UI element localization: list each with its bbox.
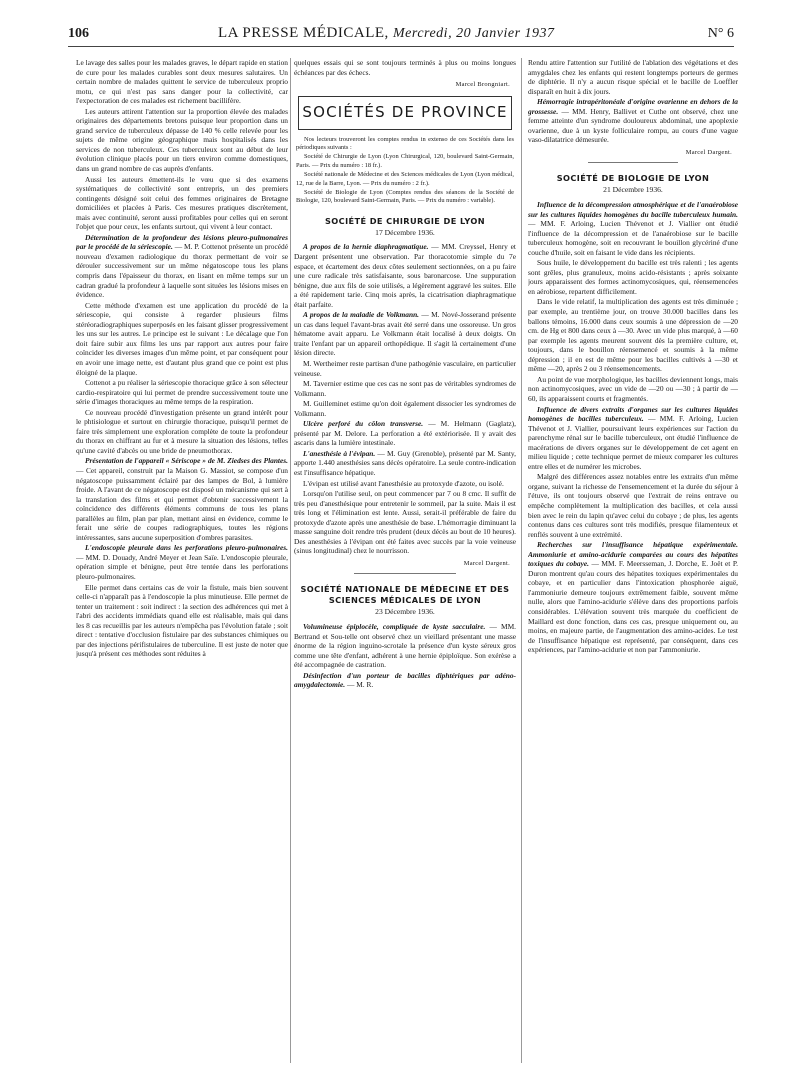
abstract-paragraph (528, 540, 738, 655)
society-heading: SOCIÉTÉ DE CHIRURGIE DE LYON (325, 215, 485, 226)
abstract-title: Désinfection d'un porteur de bacilles diphtériques par adéno-amygdalectomie. (294, 670, 516, 690)
signature: Marcel Dargent. (463, 559, 510, 567)
abstract-paragraph (294, 310, 516, 358)
paragraph: Sous huile, le développement du bacille est très ralenti ; les agents sont grêles, plus granuleux, moins acido-résistants ; après soixante jours apparaissent des formes actinomycosiques, qui, réensemencées en aérobiose, repartent difficilement. (528, 258, 738, 296)
abstract-body: — M. R. (345, 680, 374, 690)
abstract-body: — MM. Henry, Ballivet et Cuthe ont observé, chez une femme atteinte d'un syndrome douloureux abdominal, une apoplexie ovarienne, due à un kyste folliculaire rompu, au cours d'une vague vaso-dilatatrice démesurée. (528, 106, 738, 145)
signature: Marcel Brongniart. (455, 81, 510, 89)
abstract-paragraph (76, 543, 288, 581)
abstract-body: — MM. F. Arloing, Lucien Thévenot et J. Viallier, poursuivant leurs expériences sur l'action du parenchyme rénal sur le bacille tuberculeux, ont étudié l'influence de macérations de divers organes sur le développement de cet agent en milieu liquide ; cette technique permet de mieux comparer les cultures entre elles et de numérer les microbes. (528, 414, 738, 471)
abstract-paragraph (528, 200, 738, 257)
column-rule (521, 58, 522, 1063)
society-heading: SOCIÉTÉ DE BIOLOGIE DE LYON (556, 173, 710, 184)
journal-name: LA PRESSE MÉDICALE, (218, 25, 389, 41)
paragraph: Aussi les auteurs émettent-ils le vœu que si des examens systématiques de collectivité sont entrepris, un des premiers contingents désigné soit celui des femmes originaires de Bretagne domiciliées et placées à Paris. Ces mesures pratiques discrètement, mais avec continuité, seront aussi profitables pour celles qui en seront l'objet que pour ceux, les enfants surtout, qui vivent à leur contact. (76, 174, 288, 232)
abstract-title: L'anesthésie à l'évipan. (303, 448, 376, 458)
column-left (76, 58, 288, 1068)
abstract-body: — M. Nové-Josserand présente un cas dans lequel l'avant-bras avait été serré dans une ossoreuse. Un gros hématome avait apparu. Le Volkmann était localisé à deux doigts. On traite l'enfant par un appareil orthopédique. Il s'agit là certainement d'une lésion directe. (294, 310, 516, 358)
abstract-body: — M. P. Cottenot présente un procédé nouveau d'examen radiologique du thorax permettant de voir se dérouler successivement sur un même négatoscope tous les plans compris dans l'épaisseur du thorax, en lisant en même temps sur un cadran gradué la profondeur à laquelle sont situées les lésions mises en évidence. (76, 242, 288, 300)
abstract-title: A propos de la maladie de Volkmann. (303, 310, 420, 320)
abstract-body: — MM. D. Douady, André Meyer et Jean Saïe. L'endoscopie pleurale, opération simple et bénigne, peut être tentée dans les perforations pleuro-pulmonaires. (76, 552, 288, 581)
abstract-paragraph (294, 622, 516, 670)
abstract-title: Volumineuse épiplocèle, compliquée de kyste sacculaire. (303, 622, 486, 632)
paragraph: Dans le vide relatif, la multiplication des agents est très diminuée ; par exemple, au trentième jour, on trouve 30.000 bacilles dans les ballons témoins, 16.000 dans ceux soumis à une dépression de —20 cm. de Hg et 800 dans ceux à —30. Avec un vide plus marqué, à —60 par exemple les agents meurent souvent dès la première culture, et, toujours, dans le bouillon réensemencé et soumis à la même dépression ; il en est de même pour les bacilles cultivés à —30 et même —20, après 2 ou 3 réensemencements. (528, 297, 738, 374)
section-divider (354, 573, 456, 574)
abstract-paragraph (528, 405, 738, 472)
session-date: 21 Décembre 1936. (603, 185, 663, 195)
abstract-paragraph (76, 233, 288, 300)
section-divider (588, 162, 678, 163)
abstract-paragraph (294, 449, 516, 478)
abstract-paragraph (294, 242, 516, 309)
abstract-paragraph (294, 671, 516, 690)
paragraph: M. Tavernier estime que ces cas ne sont pas de véritables syndromes de Volkmann. (294, 379, 516, 398)
abstract-title: Influence de la décompression atmosphérique et de l'anaérobiose sur les cultures liquides homogènes du bacille tuberculeux humain. (528, 200, 738, 219)
paragraph: Ce nouveau procédé d'investigation présente un grand intérêt pour le phtisiologue et surtout en chirurgie thoracique, puisqu'il permet de faire très simplement une exploration complète de toute la profondeur du thorax en chiffrant au fur et à mesure la situation des lésions, telles qu'une cavité d'abcès ou une bride de pneumothorax. (76, 407, 288, 455)
abstract-body: — M. Helmann (Gaglatz), présenté par M. Delore. La perforation a été extériorisée. Il y avait des ascaris dans la lumière intestinale. (294, 419, 516, 448)
section-banner (298, 96, 512, 130)
paragraph: Les auteurs attirent l'attention sur la proportion élevée des malades originaires des départements bretons puisque leur proportion dans un grand service de tuberculeux dépasse de 140 % celle relevée pour les sujets de même origine géographique mais hospitalisés dans les services de non tuberculeux. Ces tuberculeux sont au début de leur évolution clinique placés pour un tiers environ comme domestiques, dans un grand nombre de cas auprès d'enfants. (76, 106, 288, 174)
editorial-note: Société de Chirurgie de Lyon (Lyon Chirurgical, 120, boulevard Saint-Germain, Paris. — Prix du numéro : 18 fr.). (296, 153, 514, 169)
paragraph: Malgré des différences assez notables entre les extraits d'un même organe, suivant la richesse de l'ensemencement et la durée du séjour à l'étuve, ils ont toujours observé que l'extrait de reins entrave ou empêche complètement la multiplication des bacilles, et cela aussi bien avec le rein du lapin qu'avec celui du cobaye ; de plus, les agents contenus dans ces cultures sont très modifiés, presque filamenteux et renflés souvent à une extrémité. (528, 472, 738, 539)
paragraph: Au point de vue morphologique, les bacilles deviennent longs, mais non actinomycosiques, avec un vide de —20 ou —30 ; à partir de —60, ils apparaissent courts et fragmentés. (528, 374, 738, 403)
paragraph: Rendu attire l'attention sur l'utilité de l'ablation des végétations et des amygdales chez les enfants qui restent longtemps porteurs de germes de diphtérie. Il n'y a aucun risque spécial et le bacille de Loeffler disparaît en huit à dix jours. (528, 58, 738, 96)
editorial-note: Société nationale de Médecine et des Sciences médicales de Lyon (Lyon médical, 12, rue de la Barre, Lyon. — Prix du numéro : 2 fr.). (296, 171, 514, 187)
abstract-title: Présentation de l'appareil « Sériscope » de M. Ziedses des Plantes. (85, 456, 288, 466)
abstract-title: L'endoscopie pleurale dans les perforations pleuro-pulmonaires. (85, 543, 288, 553)
section-banner-title: SOCIÉTÉS DE PROVINCE (302, 102, 508, 121)
abstract-title: Recherches sur l'insuffisance hépatique expérimentale. Ammoniurie et amino-acidurie comparées au cours des hépatites toxiques du cobaye. (528, 540, 738, 569)
paragraph: M. Guilleminet estime qu'on doit également dissocier les syndromes de Volkmann. (294, 399, 516, 418)
abstract-body: — MM. Bertrand et Sou-telle ont observé chez un vieillard présentant une masse énorme de la région inguino-scrotale la présence d'un kyste séreux gros comme une tête d'enfant, adhérent à une hernie épiploïque. Son exérèse a été accompagnée de castration. (294, 622, 516, 670)
abstract-body: — M. Guy (Grenoble), présenté par M. Santy, apporte 1.440 anesthésies sans décès opératoire. La seule contre-indication est l'insuffisance hépatique. (294, 448, 516, 478)
paragraph: Le lavage des salles pour les malades graves, le départ rapide en station de cure pour les malades curables sont deux mesures salutaires. Un certain nombre de malades quittent le service de tuberculeux proprio motu, ce qui n'est pas sans danger pour la collectivité, car l'expectoration de ces malades est richement bacillifère. (76, 58, 288, 106)
issue-number: N° 6 (707, 26, 734, 41)
abstract-body: — MM. Creyssel, Henry et Dargent présentent une observation. Par thoracotomie simple du 7e espace, et écartement des deux côtes seulement sectionnées, on a pu faire une cure radicale très satisfaisante, sous baronarcose. Une suppuration bénigne, due aux fils de soie utilisés, a légèrement aggravé les suites. Elle a été rapidement tarie. Cinq mois après, la cicatrisation diaphragmatique était parfaite. (294, 242, 516, 309)
editorial-note: Nos lecteurs trouveront les comptes rendus in extenso de ces Sociétés dans les périodiques suivants : (296, 135, 514, 152)
abstract-title: Détermination de la profondeur des lésions pleuro-pulmonaires par le procédé de la sériescopie. (76, 232, 288, 252)
paragraph: Elle permet dans certains cas de voir la fistule, mais bien souvent celle-ci n'apparaît pas à l'endoscopie la plus minutieuse. Elle permet de tenter un traitement : soit indirect : la section des adhérences qui met à l'abri des accidents immédiats quand elle est réalisable, mais qui dans les 8 cas recueillis par les auteurs n'empêcha pas l'évolution fatale ; soit direct : tentative d'occlusion fistulaire par des substances chimiques ou par des injections périfistulaires de tuberculine. Il est juste de noter que jusqu'à présent ces méthodes sont réduites à (76, 582, 288, 659)
paragraph: M. Wertheimer reste partisan d'une pathogénie vasculaire, en particulier veineuse. (294, 359, 516, 378)
column-middle (294, 58, 516, 1068)
column-right (528, 58, 738, 1068)
abstract-paragraph (76, 456, 288, 542)
issue-date: Mercredi, 20 Janvier 1937 (393, 26, 555, 41)
session-date: 23 Décembre 1936. (375, 607, 435, 617)
column-rule (290, 58, 291, 1063)
paragraph: Lorsqu'on l'utilise seul, on peut commencer par 7 ou 8 cmc. Il suffit de très peu d'anesthésique pour entretenir le sommeil, par la suite. Mais il est très long et l'élimination est lente. Aussi, serait-il préférable de faire du protoxyde d'azote après une anesthésie de base. L'hémorragie diminuant la masse sanguine doit rendre très prudent (deux décès au bout de 10 heures). Des anesthésies à l'évipan ont été faites avec succès par la voie veineuse (sinus longitudinal) chez le nourrisson. (294, 489, 516, 556)
abstract-title: A propos de la hernie diaphragmatique. (303, 242, 429, 252)
abstract-title: Hémorragie intrapéritonéale d'origine ovarienne en dehors de la grossesse. (528, 97, 738, 116)
page-header (68, 24, 734, 47)
page-number: 106 (68, 26, 89, 41)
abstract-body: — Cet appareil, construit par la Maison G. Massiot, se compose d'un négatoscope puissamment éclairé par des lampes de Bol, à lumière froide. A l'avant de ce négatoscope est disposé un mécanisme qui sert à la translation des films et qui permet d'obtenir successivement la coïncidence des différents éléments communs de tous les plans parallèles au film, plan par plan, mettant ainsi en évidence, comme le ferait une série de coupes radiographiques, toutes les régions intéressantes, sans aucune superposition d'ombres parasites. (76, 465, 288, 542)
session-date: 17 Décembre 1936. (375, 227, 435, 237)
abstract-paragraph (528, 97, 738, 145)
abstract-title: Influence de divers extraits d'organes sur les cultures liquides homogènes de bacilles tuberculeux. (528, 404, 738, 424)
abstract-title: Ulcère perforé du côlon transverse. (303, 419, 424, 429)
abstract-paragraph (294, 419, 516, 448)
editorial-note: Société de Biologie de Lyon (Comptes rendus des séances de la Société de Biologie, 120, boulevard Saint-Germain, Paris. — Prix du numéro : variable). (296, 189, 514, 205)
society-heading: SOCIÉTÉ NATIONALE DE MÉDECINE ET DES SCIENCES MÉDICALES DE LYON (300, 584, 510, 606)
abstract-body: — MM. F. Arloing, Lucien Thévenot et J. Viallier ont étudié l'influence de la décompression et de l'anaérobiose sur le bacille tuberculeux homogène, soit en recouvrant le bouillon glycériné d'une couche d'huile, soit en faisant le vide dans les récipients. (528, 219, 738, 257)
paragraph: quelques essais qui se sont toujours terminés à plus ou moins longues échéances par des échecs. (294, 58, 516, 77)
journal-title (218, 25, 555, 42)
paragraph: Cottenot a pu réaliser la sériescopie thoracique grâce à son sélecteur cardio-respiratoire qui lui permet de prendre successivement toute une série d'images thoraciques au même temps de la respiration. (76, 378, 288, 407)
signature: Marcel Dargent. (685, 148, 732, 156)
paragraph: Cette méthode d'examen est une application du procédé de la sériescopie, qui consiste à regarder plusieurs films stéréoradiographiques superposés en les faisant glisser progressivement les uns sur les autres. Le principe est le suivant : Le décalage que l'on doit faire subir aux films les uns par rapport aux autres pour faire coïncider les diverses images d'un même point, et par conséquent pour en avoir une image nette, est d'autant plus grand que ce point est plus éloigné de la plaque. (76, 300, 288, 377)
abstract-body: — MM. F. Meersseman, J. Dorche, E. Joët et P. Duron montrent qu'au cours des hépatites toxiques expérimentales du cobaye, et en particulier dans l'intoxication phosphorée aiguë, l'ammoniurie demeure toujours extrêmement faible, souvent même nulle, alors que l'amino-acidurie s'élève dans des proportions parfois considérables. L'élévation souvent très marquée du coefficient de Maillard est donc fonction, dans ces cas, presque uniquement ou, au moins, en majeure partie, de l'augmentation des amino-acides. Le test de l'insuffisance hépatique est représenté, par conséquent, dans ces expériences, par l'amino-acidurie et non par l'ammoniurie. (528, 559, 738, 655)
paragraph: L'évipan est utilisé avant l'anesthésie au protoxyde d'azote, ou isolé. (303, 478, 504, 488)
